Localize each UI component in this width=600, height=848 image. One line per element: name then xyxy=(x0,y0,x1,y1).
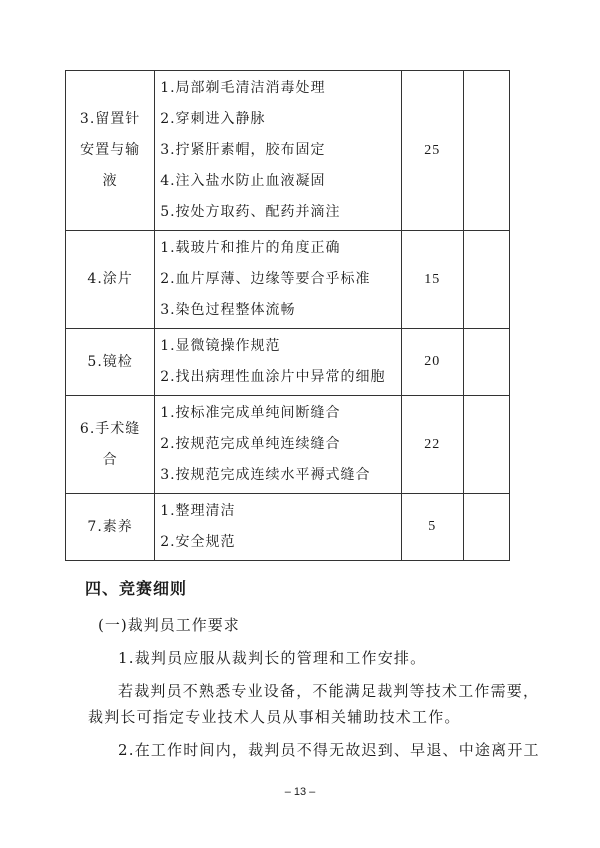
criterion: 3.按规范完成连续水平褥式缝合 xyxy=(160,467,371,483)
score-value: 5 xyxy=(401,494,463,561)
criteria-cell xyxy=(155,329,402,396)
table-row xyxy=(66,494,510,561)
criterion: 4.注入盐水防止血液凝固 xyxy=(160,173,326,189)
blank-cell xyxy=(463,71,509,231)
score-value: 15 xyxy=(401,231,463,329)
paragraph: 1.裁判员应服从裁判长的管理和工作安排。 xyxy=(118,649,427,667)
criterion: 2.按规范完成单纯连续缝合 xyxy=(160,436,341,452)
criterion: 1.局部剃毛清洁消毒处理 xyxy=(160,80,326,96)
criteria-cell xyxy=(155,396,402,494)
criterion: 5.按处方取药、配药并滴注 xyxy=(160,204,341,220)
score-value: 25 xyxy=(401,71,463,231)
criterion: 1.显微镜操作规范 xyxy=(160,338,281,354)
score-value: 20 xyxy=(401,329,463,396)
score-value: 22 xyxy=(401,396,463,494)
criterion: 1.载玻片和推片的角度正确 xyxy=(160,240,341,256)
criteria-cell xyxy=(155,71,402,231)
paragraph: 2.在工作时间内，裁判员不得无故迟到、早退、中途离开工 xyxy=(118,741,540,759)
criterion: 1.按标准完成单纯间断缝合 xyxy=(160,405,341,421)
blank-cell xyxy=(463,396,509,494)
blank-cell xyxy=(463,329,509,396)
table-row xyxy=(66,71,510,231)
criterion: 1.整理清洁 xyxy=(160,503,236,519)
criterion: 2.找出病理性血涂片中异常的细胞 xyxy=(160,369,386,385)
paragraph: 若裁判员不熟悉专业设备，不能满足裁判等技术工作需要， xyxy=(118,682,540,700)
criteria-cell xyxy=(155,494,402,561)
item-name: 7.素养 xyxy=(66,494,155,561)
page-number: – 13 – xyxy=(284,786,316,798)
criterion: 2.血片厚薄、边缘等要合乎标准 xyxy=(160,271,371,287)
blank-cell xyxy=(463,494,509,561)
item-name: 6.手术缝合 xyxy=(66,396,155,494)
criterion: 2.穿刺进入静脉 xyxy=(160,111,266,127)
table-row xyxy=(66,396,510,494)
criterion: 2.安全规范 xyxy=(160,534,236,550)
table-row xyxy=(66,231,510,329)
criterion: 3.拧紧肝素帽，胶布固定 xyxy=(160,142,326,158)
scoring-table xyxy=(65,70,510,561)
item-name: 5.镜检 xyxy=(66,329,155,396)
criteria-cell xyxy=(155,231,402,329)
paragraph: 裁判长可指定专业技术人员从事相关辅助技术工作。 xyxy=(88,708,461,726)
criterion: 3.染色过程整体流畅 xyxy=(160,302,296,318)
table-row xyxy=(66,329,510,396)
section-heading: 四、竞赛细则 xyxy=(85,579,188,598)
item-name: 4.涂片 xyxy=(66,231,155,329)
sub-heading: (一)裁判员工作要求 xyxy=(98,616,240,634)
item-name: 3.留置针安置与输液 xyxy=(66,71,155,231)
blank-cell xyxy=(463,231,509,329)
